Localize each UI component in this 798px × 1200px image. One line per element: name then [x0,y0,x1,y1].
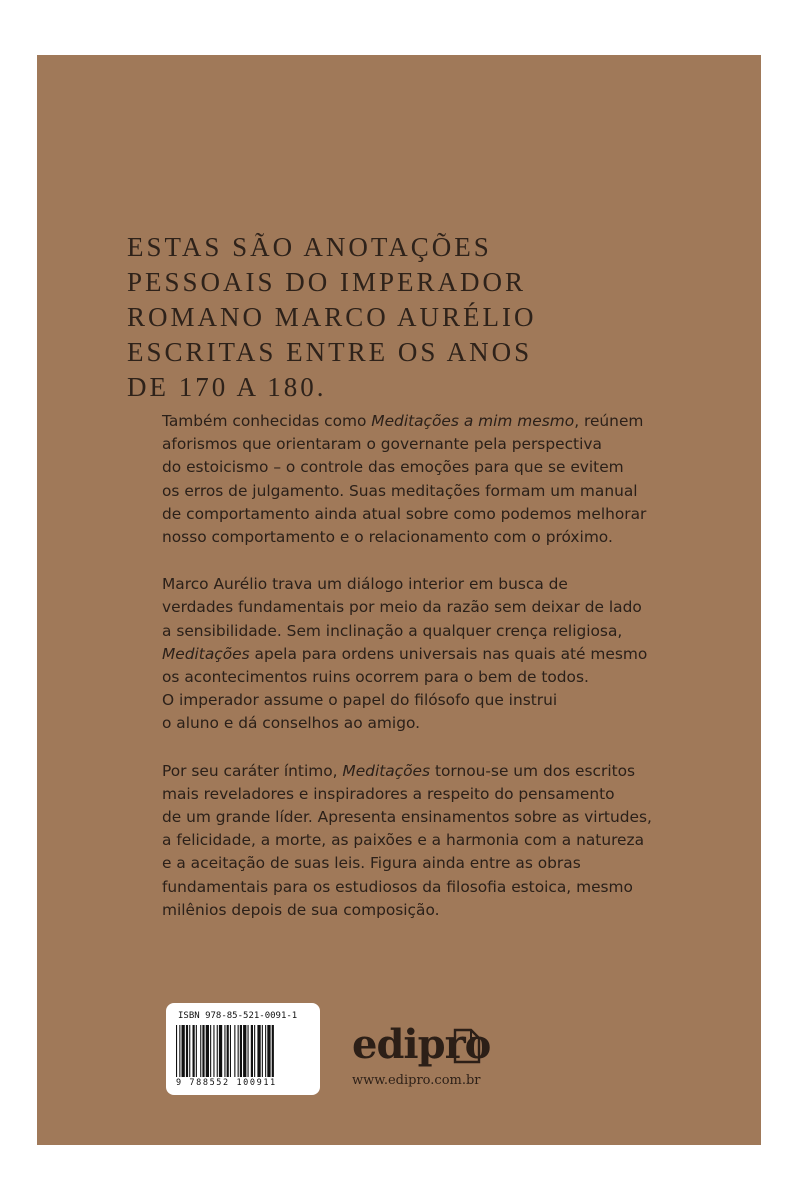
barcode-bar [238,1025,239,1077]
text-line: de um grande líder. Apresenta ensinamentos sobre as virtudes, [162,808,652,827]
document-icon [452,1026,482,1066]
headline-line: ROMANO MARCO AURÉLIO [127,302,537,332]
text-line: fundamentais para os estudiosos da filosofia estoica, mesmo [162,877,633,896]
book-title-italic: Meditações [162,644,250,663]
text-segment: tornou-se um dos escritos [430,761,636,780]
barcode-bar [182,1025,185,1077]
text-line: aforismos que orientaram o governante pela perspectiva [162,435,602,454]
barcode-bar [224,1025,225,1077]
text-line: verdades fundamentais por meio da razão sem deixar de lado [162,598,642,617]
text-line [162,643,722,666]
text-line: nosso comportamento e o relacionamento com o próximo. [162,528,613,547]
synopsis-paragraph-3 [162,760,722,922]
barcode-bar [213,1025,214,1077]
text-line: os erros de julgamento. Suas meditações formam um manual [162,481,638,500]
synopsis-paragraph-1 [162,410,722,549]
barcode-bar [196,1025,197,1077]
barcode-bar [176,1025,177,1077]
barcode-bar [243,1025,246,1077]
barcode-bar [254,1025,255,1077]
barcode-bar [186,1025,188,1077]
barcode-digits: 9 788552 100911 [176,1078,277,1088]
barcode-icon [176,1025,310,1077]
text-line: a felicidade, a morte, as paixões e a harmonia com a natureza [162,831,645,850]
text-line: a sensibilidade. Sem inclinação a qualquer crença religiosa, [162,621,623,640]
barcode-bar [234,1025,235,1077]
text-line: O imperador assume o papel do filósofo que instrui [162,691,558,710]
headline [127,230,537,405]
barcode-bar [248,1025,249,1077]
barcode-bar [210,1025,211,1077]
synopsis-paragraph-2 [162,573,722,735]
synopsis [162,410,722,946]
text-line: do estoicismo – o controle das emoções para que se evitem [162,458,624,477]
barcode-bar [230,1025,231,1077]
text-line [162,410,722,433]
text-line: de comportamento ainda atual sobre como podemos melhorar [162,504,647,523]
text-segment: apela para ordens universais nas quais até mesmo [249,644,648,663]
book-title-italic: Meditações [342,761,431,780]
headline-line: PESSOAIS DO IMPERADOR [127,267,527,297]
text-segment: Também conhecidas como [162,412,372,430]
text-line: os acontecimentos ruins ocorrem para o bem de todos. [162,668,589,687]
publisher-logo-wordmark: edipro [352,1021,491,1068]
barcode-bar [200,1025,201,1077]
barcode-bar [267,1025,270,1077]
isbn-number: ISBN 978-85-521-0091-1 [178,1011,298,1021]
headline-line: ESCRITAS ENTRE OS ANOS [127,337,533,367]
headline-line: DE 170 A 180. [127,372,327,402]
barcode-bar [219,1025,222,1077]
barcode-bar [217,1025,218,1077]
barcode-bar [227,1025,229,1077]
text-line [162,760,722,783]
publisher-url: www.edipro.com.br [352,1073,481,1088]
barcode-bar [257,1025,260,1077]
text-line: mais reveladores e inspiradores a respeito do pensamento [162,784,615,803]
barcode-bar [265,1025,266,1077]
book-title-italic: Meditações a mim mesmo [371,412,575,430]
text-line: o aluno e dá conselhos ao amigo. [162,714,421,733]
barcode-bar [193,1025,195,1077]
barcode-bar [240,1025,242,1077]
text-line: Marco Aurélio trava um diálogo interior em busca de [162,575,568,594]
barcode-bar [202,1025,204,1077]
barcode-bar [272,1025,274,1077]
barcode-bar [179,1025,180,1077]
headline-line: ESTAS SÃO ANOTAÇÕES [127,232,492,262]
text-segment: Por seu caráter íntimo, [162,761,343,780]
barcode-bar [251,1025,253,1077]
barcode-bar [206,1025,209,1077]
isbn-barcode-label [166,1003,320,1095]
text-line: milênios depois de sua composição. [162,900,440,919]
text-segment: , reúnem [574,412,644,430]
text-line: e a aceitação de suas leis. Figura ainda entre as obras [162,854,581,873]
barcode-bar [189,1025,190,1077]
barcode-bar [262,1025,263,1077]
